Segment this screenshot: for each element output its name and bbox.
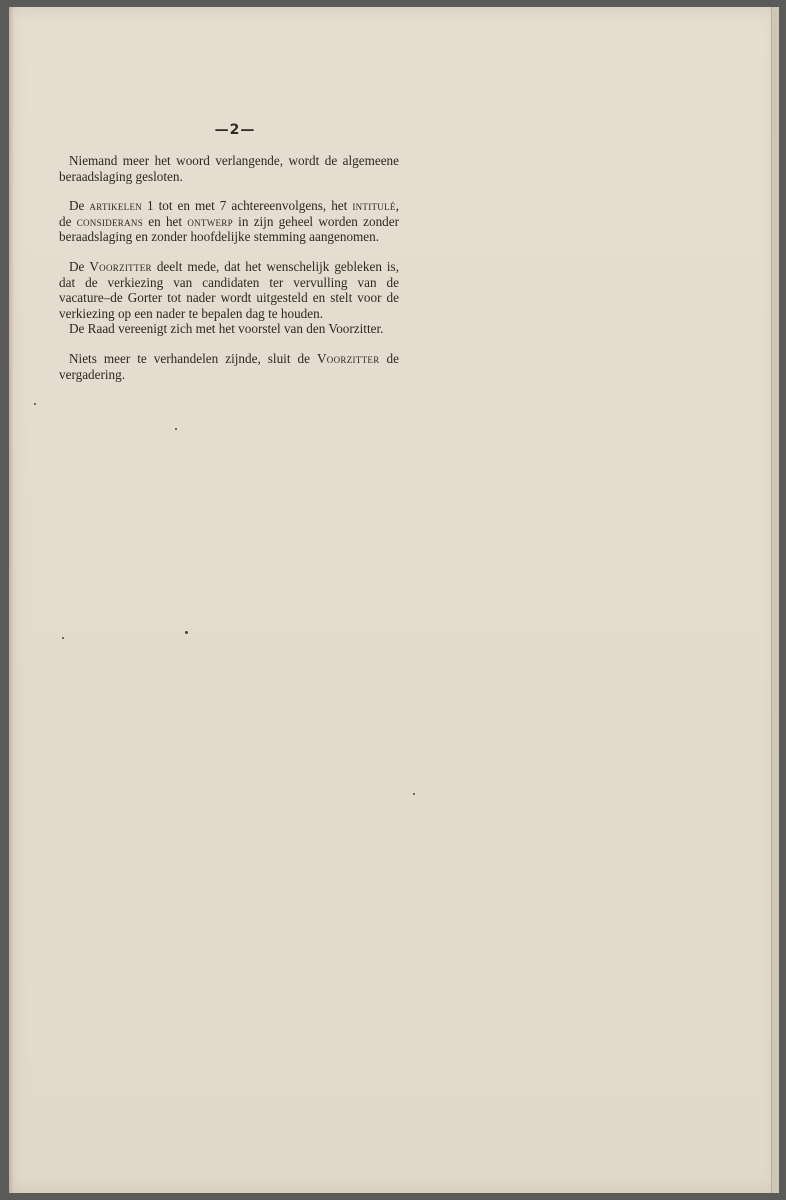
text-run: Niets meer te verhandelen zijnde, sluit de xyxy=(69,350,317,366)
text-column xyxy=(59,153,399,396)
paragraph-articles-adopted xyxy=(59,198,399,245)
small-caps-term: intitulé xyxy=(352,198,396,214)
paragraph-closing-debate xyxy=(59,153,399,184)
document-page xyxy=(9,7,779,1193)
text-run: en het xyxy=(143,213,188,229)
page-number: —2— xyxy=(214,122,256,138)
paper-speck xyxy=(413,793,415,795)
page-right-edge xyxy=(771,7,779,1193)
small-caps-term: considerans xyxy=(76,213,144,229)
small-caps-term: Voorzitter xyxy=(89,258,152,274)
text-run: de vergadering. xyxy=(59,350,399,382)
paragraph-text: De Raad vereenigt zich met het voorstel van den Voorzitter. xyxy=(69,321,384,337)
paragraph-text: Niemand meer het woord verlangende, wordt de algemeene beraadslaging gesloten. xyxy=(59,153,399,184)
paper-speck xyxy=(62,637,64,639)
text-run: De xyxy=(69,198,90,214)
small-caps-term: artikelen xyxy=(89,198,143,214)
text-run: deelt mede, dat het wenschelijk gebleken is, dat de verkiezing van candidaten ter vervulling van de vacature–de Gorter tot nader wordt uitgesteld en stelt voor de verkiezing op een nader te bepalen dag te houden. xyxy=(59,258,399,321)
small-caps-term: ontwerp xyxy=(187,213,233,229)
text-run: , de xyxy=(59,198,399,229)
paragraph-chairman-announcement xyxy=(59,259,399,321)
text-run: 1 tot en met 7 achtereenvolgens, het xyxy=(142,198,353,214)
paragraph-council-agrees xyxy=(59,321,399,337)
small-caps-term: Voorzitter xyxy=(316,350,380,366)
paragraph-meeting-closed xyxy=(59,351,399,382)
page-left-edge xyxy=(9,7,14,1193)
text-run: De xyxy=(69,258,90,274)
paper-speck xyxy=(175,428,177,430)
text-run: in zijn geheel worden zonder beraadslaging en zonder hoofdelijke stemming aangenomen. xyxy=(59,213,400,245)
paper-speck xyxy=(34,403,36,405)
paper-speck xyxy=(185,631,188,634)
